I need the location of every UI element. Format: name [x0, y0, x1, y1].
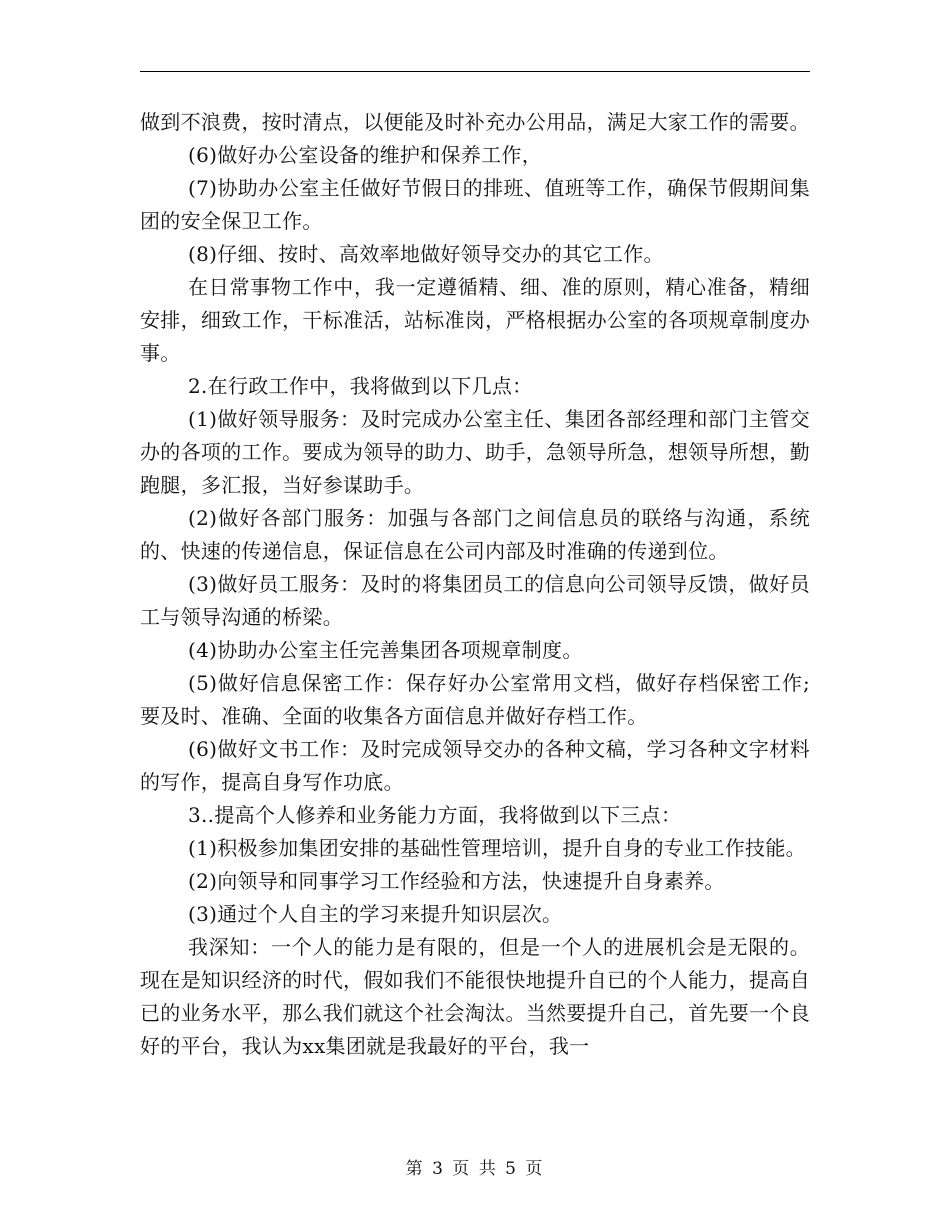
paragraph: (5)做好信息保密工作：保存好办公室常用文档，做好存档保密工作;要及时、准确、全面的收集各方面信息并做好存档工作。 — [140, 671, 810, 728]
paragraph: (2)做好各部门服务：加强与各部门之间信息员的联络与沟通，系统的、快速的传递信息，保证信息在公司内部及时准确的传递到位。 — [140, 506, 810, 563]
paragraph: (4)协助办公室主任完善集团各项规章制度。 — [188, 638, 583, 662]
paragraph: 3..提高个人修养和业务能力方面，我将做到以下三点： — [188, 803, 682, 827]
paragraph: 在日常事物工作中，我一定遵循精、细、准的原则，精心准备，精细安排，细致工作，干标准活，站标准岗，严格根据办公室的各项规章制度办事。 — [140, 275, 810, 365]
paragraph: (3)做好员工服务：及时的将集团员工的信息向公司领导反馈，做好员工与领导沟通的桥梁。 — [140, 572, 810, 629]
paragraph: (2)向领导和同事学习工作经验和方法，快速提升自身素养。 — [188, 869, 725, 893]
header-rule — [140, 71, 810, 72]
paragraph: (6)做好文书工作：及时完成领导交办的各种文稿，学习各种文字材料的写作，提高自身写作功底。 — [140, 737, 810, 794]
document-body — [140, 106, 810, 1063]
paragraph: (8)仔细、按时、高效率地做好领导交办的其它工作。 — [188, 242, 664, 266]
paragraph: (1)做好领导服务：及时完成办公室主任、集团各部经理和部门主管交办的各项的工作。要成为领导的助力、助手，急领导所急，想领导所想，勤跑腿，多汇报，当好参谋助手。 — [140, 407, 810, 497]
paragraph: 做到不浪费，按时清点，以便能及时补充办公用品，满足大家工作的需要。 — [140, 110, 810, 134]
paragraph: 2.在行政工作中，我将做到以下几点： — [188, 374, 533, 398]
paragraph: 我深知：一个人的能力是有限的，但是一个人的进展机会是无限的。现在是知识经济的时代，假如我们不能很快地提升自已的个人能力，提高自已的业务水平，那么我们就这个社会淘汰。当然要提升自己，首先要一个良好的平台，我认为xx集团就是我最好的平台，我一 — [140, 935, 810, 1058]
page-footer: 第 3 页 共 5 页 — [405, 1159, 545, 1179]
paragraph: (6)做好办公室设备的维护和保养工作， — [188, 143, 543, 167]
paragraph: (3)通过个人自主的学习来提升知识层次。 — [188, 902, 563, 926]
paragraph: (7)协助办公室主任做好节假日的排班、值班等工作，确保节假期间集团的安全保卫工作。 — [140, 176, 810, 233]
paragraph: (1)积极参加集团安排的基础性管理培训，提升自身的专业工作技能。 — [188, 836, 806, 860]
